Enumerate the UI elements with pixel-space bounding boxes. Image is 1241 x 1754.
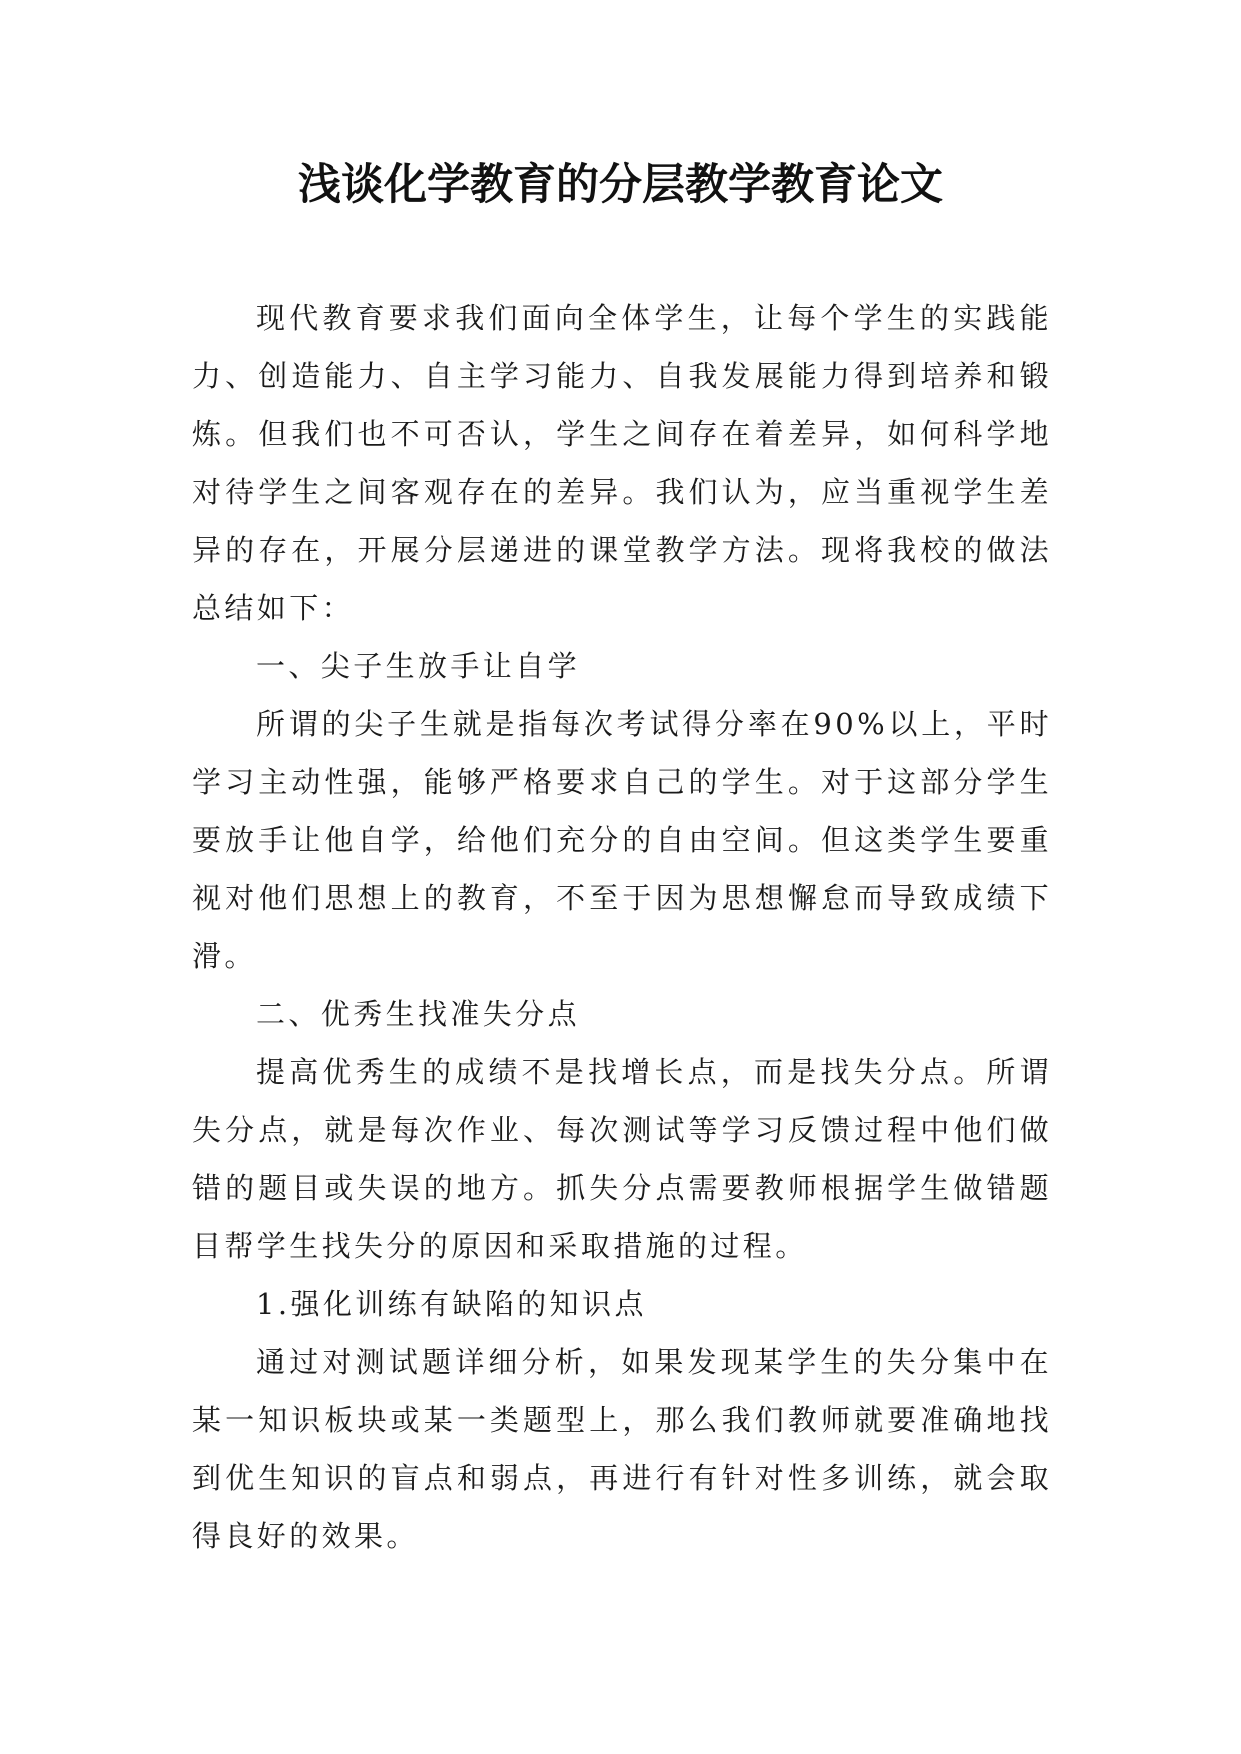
section-paragraph-1: 所谓的尖子生就是指每次考试得分率在90%以上，平时学习主动性强，能够严格要求自己的学生。对于这部分学生要放手让他自学，给他们充分的自由空间。但这类学生要重视对他们思想上的教育，不至于因为思想懈怠而导致成绩下滑。 (192, 707, 1052, 973)
subsection-paragraph-1: 通过对测试题详细分析，如果发现某学生的失分集中在某一知识板块或某一类题型上，那么我们教师就要准确地找到优生知识的盲点和弱点，再进行有针对性多训练，就会取得良好的效果。 (192, 1345, 1052, 1553)
subsection-heading-1: 1.强化训练有缺陷的知识点 (256, 1287, 647, 1321)
intro-paragraph: 现代教育要求我们面向全体学生，让每个学生的实践能力、创造能力、自主学习能力、自我发展能力得到培养和锻炼。但我们也不可否认，学生之间存在着差异，如何科学地对待学生之间客观存在的差异。我们认为，应当重视学生差异的存在，开展分层递进的课堂教学方法。现将我校的做法总结如下： (192, 301, 1052, 625)
section-heading-1: 一、尖子生放手让自学 (256, 649, 581, 683)
section-paragraph-2: 提高优秀生的成绩不是找增长点，而是找失分点。所谓失分点，就是每次作业、每次测试等学习反馈过程中他们做错的题目或失误的地方。抓失分点需要教师根据学生做错题目帮学生找失分的原因和采取措施的过程。 (192, 1055, 1052, 1263)
document-title: 浅谈化学教育的分层教学教育论文 (298, 160, 943, 210)
document-body (192, 289, 1052, 1565)
section-heading-2: 二、优秀生找准失分点 (256, 997, 581, 1031)
